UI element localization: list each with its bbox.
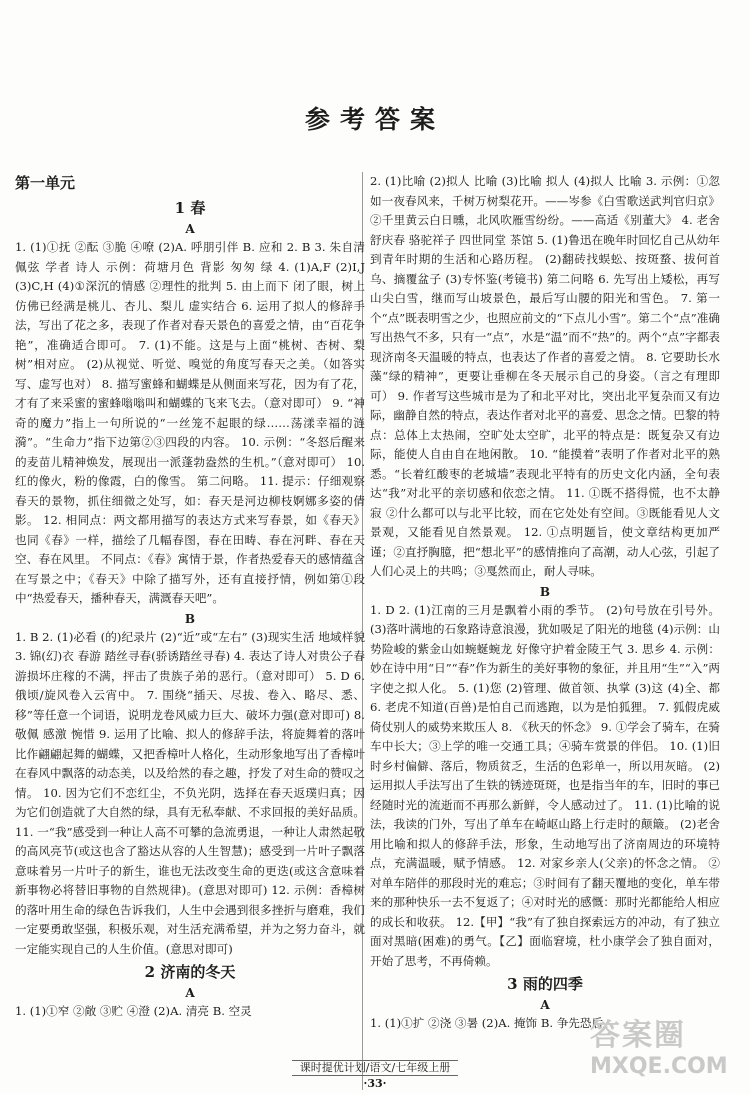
answer-paragraph: 2. (1)比喻 (2)拟人 比喻 (3)比喻 拟人 (4)拟人 比喻 3. 示例：①忽如一夜春风来，千树万树梨花开。——岑参《白雪歌送武判官归京》 ②千里黄云白日曛，北风吹雁雪纷纷。——高适《别董大》 4. 老舍 舒庆春 骆驼祥子 四世同堂 茶馆 5. (1)鲁迅在晚年时回忆自己从幼年到青年时期的生活和心路历程。 (2)翻砖找蜈蚣、按斑蝥、拔何首乌、摘覆盆子 (3)专怀鉴(考镜书) 第二问略 6. 先写出上矮松，再写山尖白雪，继而写山坡景色，最后写山腰的阳光和雪色。 7. 第一个“点”既表明雪之少，也照应前文的“下点儿小雪”。第二个“点”准确写出热气不多，只有一“点”，水是“温”而不“热”的。两个“点”字都表现济南冬天温暖的特点，也表达了作者的喜爱之情。 8. 它要助长水藻“绿的精神”，更要让垂柳在冬天展示自己的身姿。（言之有理即可） 9. 作者写这些城市是为了和北平对比，突出北平复杂而又有边际，幽静自然的特点，表达作者对北平的喜爱、思念之情。巴黎的特点：总体上太热闹，空旷处太空旷，北平的特点是：既复杂又有边际，能使人自由自在地闲散。 10. “能摸着”表明了作者对北平的熟悉。“长着红酸枣的老城墙”表现北平特有的历史文化内涵，全句表达“我”对北平的亲切感和依恋之情。 11. ①既不搭得慌，也不太静寂 ②什么都可以与北平比较，而在它处处有空间。③既能看见人文景观，又能看见自然景观。 12. ①点明题旨，使文章结构更加严谨；②直抒胸臆，把“想北平”的感情推向了高潮，动人心弦，引起了人们心灵上的共鸣；③戛然而止，耐人寻味。 [370,174,720,578]
answer-paragraph: 1. (1)①窄 ②敞 ③贮 ④澄 (2)A. 清亮 B. 空灵 [15,1004,252,1018]
answer-paragraph: 1. D 2. (1)江南的三月是飘着小雨的季节。 (2)句号放在引号外。 (3)落叶满地的石象路诗意浪漫，犹如吸足了阳光的地毯 (4)示例：山势险峻的紫金山如蜿蜒蜿龙 好像守护着金陵王气 3. 思乡 4. 示例：妙在诗中用“日”“春”作为新生的美好事物的象征，并且用“生”“入”两字使之拟人化。 5. (1)您 (2)管理、做首领、执掌 (3)这 (4)全、都 6. 老虎不知道(百兽)是怕自己而逃跑，以为是怕狐狸。 7. 狐假虎威 倚仗别人的威势来欺压人 8. 《秋天的怀念》 9. ①学会了骑车，在骑车中长大；③上学的唯一交通工具；④骑车赏景的伴侣。 10. (1)旧时乡村偏僻、落后，物质贫乏，生活的色彩单一，所以用灰暗。 (2)运用拟人手法写出了生铁的锈迹斑斑，也是指当年的车，旧时的事已经随时光的流逝而不再那么新鲜，令人感动过了。 11. (1)比喻的说法，我读的门外，写出了单车在崎岖山路上行走时的颠簸。 (2)老舍用比喻和拟人的修辞手法，形象，生动地写出了济南周边的环境特点，充满温暖，赋予情感。 12. 对家乡亲人(父亲)的怀念之情。 ②对单车陪伴的那段时光的难忘；③时间有了翻天覆地的变化，单车带来的那种快乐一去不复返了；④对时光的感慨：那时光都能给人相应的成长和收获。 12.【甲】“我”有了独自探索远方的冲动，有了独立面对黑暗(困难)的勇气。【乙】面临窘境，杜小康学会了独自面对，开始了思考，不再倚赖。 [370,602,720,968]
page-number: ·33· [363,1077,387,1090]
section-label: B [539,584,551,599]
watermark-logo [590,1018,740,1088]
lesson-title: 2 济南的冬天 [144,963,236,981]
right-column [370,172,720,1034]
watermark-url: MXQE.COM [590,1054,728,1079]
section-label: A [185,986,195,1000]
answer-paragraph: 1. (1)①抚 ②酝 ③脆 ④嘹 (2)A. 呼朋引伴 B. 应和 2. B 3. 朱自清 佩弦 学者 诗人 示例：荷塘月色 背影 匆匆 绿 4. (1)A,F (2)I,J (3)C,H (4)①深沉的情感 ②理性的批判 5. 由上而下 闭了眼，树上仿佛已经满是桃儿、杏儿、梨儿 虚实结合 6. 运用了拟人的修辞手法，写出了花之多，表现了作者对春天景色的喜爱之情，由“百花争艳”，准确适合即可。 7. (1)不能。这是与上面“桃树、杏树、梨树”相对应。 (2)从视觉、听觉、嗅觉的角度写春天之美。（如答实写、虚写也对） 8. 描写蜜蜂和蝴蝶是从侧面来写花，因为有了花，才有了来采蜜的蜜蜂嗡嗡叫和蝴蝶的飞来飞去。（意对即可） 9. “神奇的魔力”指上一句所说的“一丝笼不起眼的绿……荡漾幸福的涟漪”。“生命力”指下边第②③四段的内容。 10. 示例：“冬怒后醒来的麦苗儿精神焕发，展现出一派蓬勃盎然的生机。”（意对即可） 10. 红的像火，粉的像霞，白的像雪。 第二问略。 11. 提示：仔细观察春天的景物，抓住细微之处写，如：春天是河边柳枝婀娜多姿的倩影。 12. 相同点：两文都用描写的表达方式来写春景，如《春天》也同《春》一样，描绘了几幅春图，春在田畴、春在河畔、春在天空、春在风里。 不同点：《春》寓情于景，作者热爱春天的感情蕴含在写景之中；《春天》中除了描写外，还有直接抒情，例如第①段中“热爱春天，播种春天，满溉春天吧”。 [15,240,365,605]
watermark-text: 答案圈 [590,1018,686,1053]
answer-paragraph: 1. (1)①扩 ②浇 ③暑 (2)A. 掩饰 B. 争先恐后 [370,1016,604,1030]
left-column [15,172,365,1022]
section-label: B [184,611,196,626]
section-label: A [540,998,550,1012]
lesson-title: 1 春 [174,199,206,217]
lesson-title: 3 雨的四季 [507,975,583,993]
section-label: A [185,222,195,236]
unit-title: 第一单元 [15,174,76,192]
answer-paragraph: 1. B 2. (1)必看 (的)纪录片 (2)“近”或“左右” (3)现实生活 地域样貌 3. 锦(幻)衣 春游 踏丝寻春(骄诱踏丝寻春) 4. 表达了诗人对贵公子春游损坏庄稼的不满，抨击了贵族子弟的恶行。（意对即可） 5. D 6. 俄顷/旋风卷入云宵中。 7. 围绕“插天、尽拔、卷入、略尽、悉、移”等任意一个词语，说明龙卷风威力巨大、破坏力强(意对即可) 8. 敬佩 感激 惋惜 9. 运用了比喻、拟人的修辞手法，将旋舞着的落叶比作翩翩起舞的蝴蝶，又把香樟叶人格化，生动形象地写出了香樟叶在春风中飘落的动态美，以及给然的春之趣，抒发了对生命的赞叹之情。 10. 因为它们不恋红尘，不负光阴，选择在春天返璞归真；因为它们创造就了大自然的绿，具有无私奉献、不求回报的美好品质。 11. 一“我”感受到一种让人高不可攀的急流勇退，一种让人肃然起敬的高风亮节(或这也含了豁达从容的人生智慧)；感受到一片叶子飘落意味着另一片叶子的新生，谁也无法改变生命的更迭(或这含意味着新事物必将替旧事物的自然规律)。(意思对即可) 12. 示例：香樟树的落叶用生命的绿色告诉我们，人生中会遇到很多挫折与磨难，我们一定要勇敢坚强，积极乐观，对生活充满希望，并为之努力奋斗，就一定能实现自己的人生价值。(意思对即可) [15,629,365,956]
book-title: 课时提优计划/语文/七年级上册 [292,1060,458,1076]
page-title: 参考答案 [304,105,445,134]
